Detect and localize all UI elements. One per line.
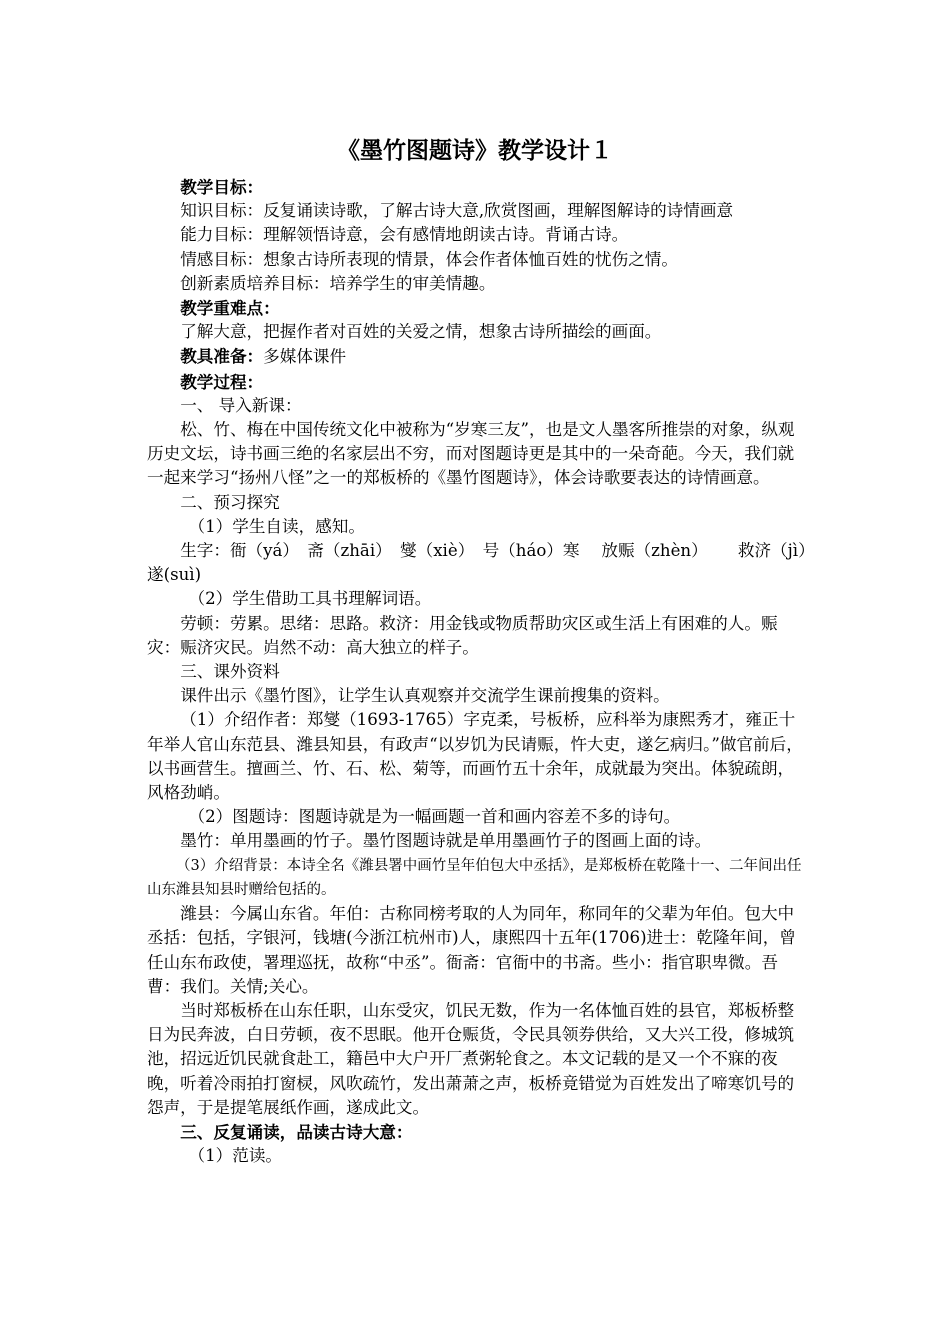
subheading-repeated-reading: 三、反复诵读，品读古诗大意： xyxy=(180,1121,413,1142)
paragraph-model-reading: （1）范读。 xyxy=(188,1146,283,1166)
paragraph-ability-goal: 能力目标：理解领悟诗意，会有感情地朗读古诗。背诵古诗。 xyxy=(180,225,629,245)
paragraph-ink-bamboo: 墨竹：单用墨画的竹子。墨竹图题诗就是单用墨画竹子的图画上面的诗。 xyxy=(180,831,712,851)
label-teaching-aids: 教具准备： xyxy=(180,346,264,367)
paragraph-picture-poem: （2）图题诗：图题诗就是为一幅画题一首和画内容差不多的诗句。 xyxy=(188,807,681,827)
paragraph-new-characters: 生字：衙（yá） 斋（zhāi） 燮（xiè） 号（háo）寒 放赈（zhèn） 救济（jì）遂(suì) xyxy=(147,541,807,585)
paragraph-vocabulary: 劳顿：劳累。思绪：思路。救济：用金钱或物质帮助灾区或生活上有困难的人。赈灾：赈济灾民。岿然不动：高大独立的样子。 xyxy=(147,613,778,657)
document-body xyxy=(147,175,809,1168)
paragraph-dictionary: （2）学生借助工具书理解词语。 xyxy=(188,589,432,609)
paragraph-emotion-goal: 情感目标：想象古诗所表现的情景，体会作者体恤百姓的忧伤之情。 xyxy=(180,249,678,269)
paragraph-key-points: 了解大意，把握作者对百姓的关爱之情，想象古诗所描绘的画面。 xyxy=(180,322,662,342)
paragraph-innovation-goal: 创新素质培养目标：培养学生的审美情趣。 xyxy=(180,273,496,293)
document-title: 《墨竹图题诗》教学设计１ xyxy=(337,137,613,164)
paragraph-story: 当时郑板桥在山东任职，山东受灾，饥民无数，作为一名体恤百姓的县官，郑板桥整日为民奔波，白日劳顿，夜不思眠。他开仓赈货，令民具领券供给，又大兴工役，修城筑池，招远近饥民就食赴工，籍邑中大户开厂煮粥轮食之。本文记载的是又一个不寐的夜晚，听着冷雨拍打窗棂，风吹疏竹，发出萧萧之声，板桥竟错觉为百姓发出了啼寒饥号的怨声，于是提笔展纸作画，遂成此文。 xyxy=(147,1000,795,1117)
paragraph-author: （1）介绍作者：郑燮（1693-1765）字克柔，号板桥，应科举为康熙秀才，雍正十年举人官山东范县、潍县知县，有政声“以岁饥为民请赈，忤大吏，遂乞病归。”做官前后，以书画营生。擅画兰、竹、石、松、菊等，而画竹五十余年，成就最为突出。体貌疏朗，风格劲峭。 xyxy=(147,710,803,803)
value-teaching-aids: 多媒体课件 xyxy=(263,347,347,367)
paragraph-teaching-aids xyxy=(147,344,809,369)
section-heading-key-points: 教学重难点： xyxy=(180,298,280,319)
subheading-introduction: 一、 导入新课： xyxy=(180,395,302,415)
paragraph-knowledge-goal: 知识目标：反复诵读诗歌，了解古诗大意,欣赏图画，理解图解诗的诗情画意 xyxy=(180,201,734,221)
paragraph-background: （3）介绍背景：本诗全名《潍县署中画竹呈年伯包大中丞括》，是郑板桥在乾隆十一、二年间出任山东潍县知县时赠给包括的。 xyxy=(147,857,802,898)
subheading-preview: 二、预习探究 xyxy=(180,492,280,512)
section-heading-objectives: 教学目标： xyxy=(180,177,264,197)
subheading-extra-materials: 三、课外资料 xyxy=(180,662,280,682)
paragraph-courseware: 课件出示《墨竹图》，让学生认真观察并交流学生课前搜集的资料。 xyxy=(180,686,670,706)
paragraph-glossary: 潍县：今属山东省。年伯：古称同榜考取的人为同年，称同年的父辈为年伯。包大中丞括：包括，字银河，钱塘(今浙江杭州市)人，康熙四十五年(1706)进士：乾隆年间，曾任山东布政使，署理巡抚，故称“中丞”。衙斋：官衙中的书斋。些小：指官职卑微。吾曹：我们。关情;关心。 xyxy=(147,904,796,996)
paragraph-introduction: 松、竹、梅在中国传统文化中被称为“岁寒三友”，也是文人墨客所推崇的对象，纵观历史文坛，诗书画三绝的名家层出不穷，而对图题诗更是其中的一朵奇葩。今天，我们就一起来学习“扬州八怪”之一的郑板桥的《墨竹图题诗》，体会诗歌要表达的诗情画意。 xyxy=(147,420,795,488)
section-heading-process: 教学过程： xyxy=(180,371,264,392)
paragraph-self-reading: （1）学生自读，感知。 xyxy=(188,516,365,536)
